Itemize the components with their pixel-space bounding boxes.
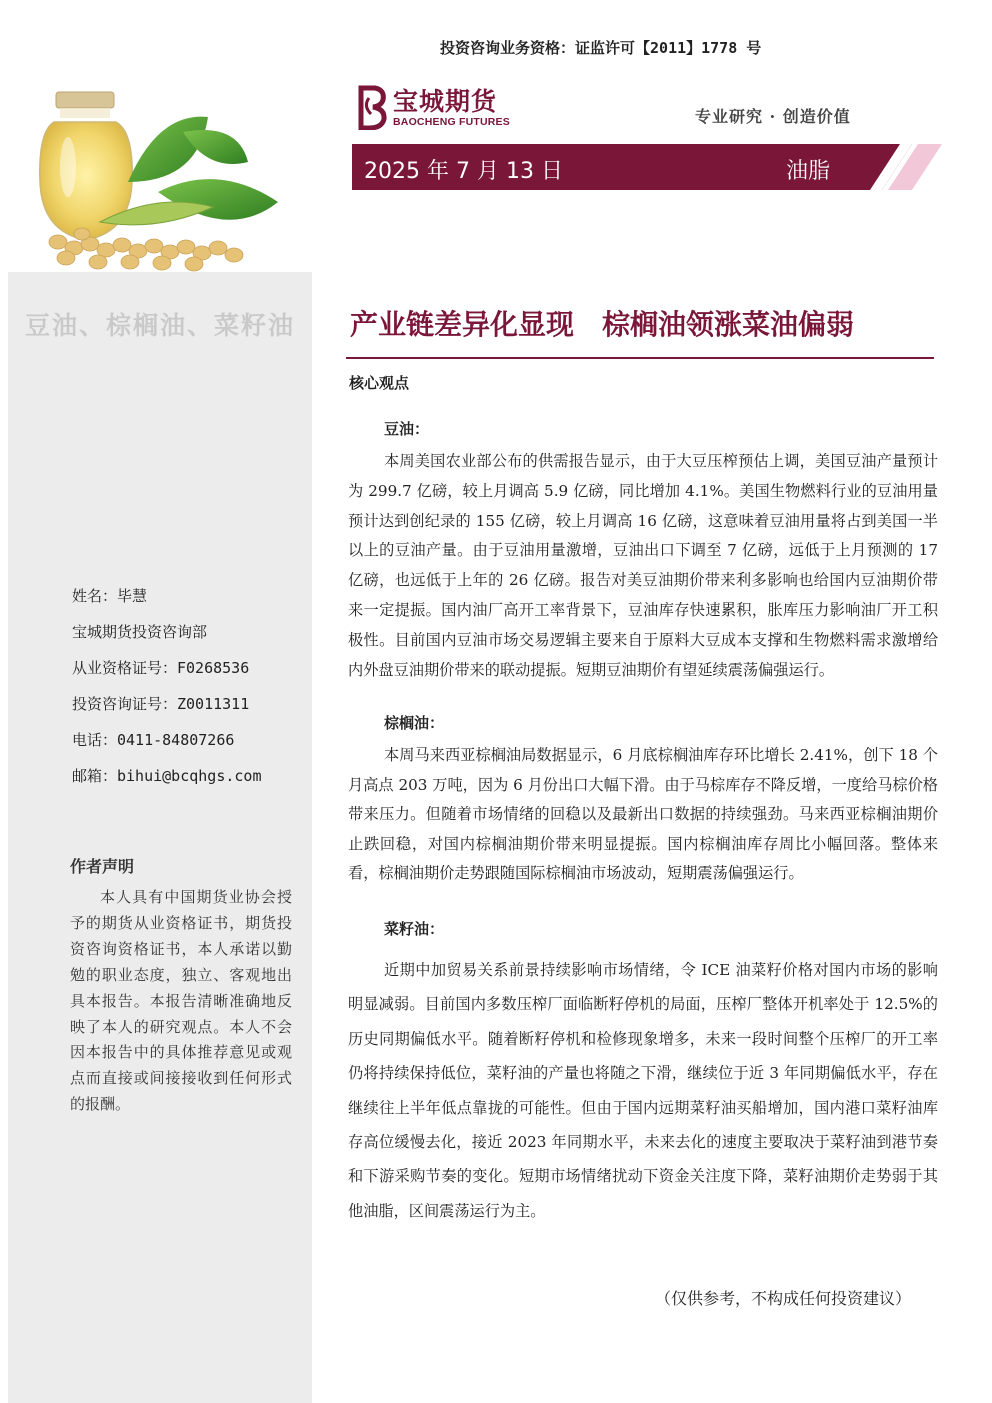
author-email: 邮箱：bihui@bcqhgs.com [72,767,262,785]
sidebar-product-heading: 豆油、棕榈油、菜籽油 [24,311,295,340]
author-info [72,585,302,801]
report-category: 油脂 [786,159,831,184]
author-department: 宝城期货投资咨询部 [72,623,208,641]
company-logo [355,84,525,130]
author-statement [70,854,292,1118]
section-heading: 豆油： [384,420,430,438]
author-phone: 电话：0411-84807266 [72,731,235,749]
statement-title: 作者声明 [70,857,135,876]
section-palm-oil [348,712,938,889]
logo-name-cn: 宝城期货 [393,87,498,116]
section-heading: 棕榈油： [384,714,445,732]
report-title: 产业链差异化显现 棕榈油领涨菜油偏弱 [350,308,855,341]
disclaimer: （仅供参考，不构成任何投资建议） [655,1289,912,1308]
author-consult-cert: 投资咨询证号：Z0011311 [72,695,250,713]
section-body: 本周美国农业部公布的供需报告显示，由于大豆压榨预估上调，美国豆油产量预计为 299.7 亿磅，较上月调高 5.9 亿磅，同比增加 4.1%。美国生物燃料行业的豆油用量预计达到创纪录的 155 亿磅，较上月调高 16 亿磅，这意味着豆油用量将占到美国一半以上的豆油产量。由于豆油用量激增，豆油出口下调至 7 亿磅，远低于上月预测的 17 亿磅，也远低于上年的 26 亿磅。报告对美豆油期价带来利多影响也给国内豆油期价带来一定提振。国内油厂高开工率背景下，豆油库存快速累积，胀库压力影响油厂开工积极性。目前国内豆油市场交易逻辑主要来自于原料大豆成本支撑和生物燃料需求激增给内外盘豆油期价带来的联动提振。短期豆油期价有望延续震荡偏强运行。 [348,452,938,679]
logo-mark-icon [355,84,389,130]
slogan: 专业研究 · 创造价值 [695,107,851,126]
section-body: 本周马来西亚棕榈油局数据显示，6 月底棕榈油库存环比增长 2.41%，创下 18 个月高点 203 万吨，因为 6 月份出口大幅下滑。由于马棕库存不降反增，一度给马棕价格带来压力。但随着市场情绪的回稳以及最新出口数据的持续强劲。马来西亚棕榈油期价止跌回稳，对国内棕榈油期价带来明显提振。国内棕榈油库存周比小幅回落。整体来看，棕榈油期价走势跟随国际棕榈油市场波动，短期震荡偏强运行。 [348,746,938,883]
section-body: 近期中加贸易关系前景持续影响市场情绪，令 ICE 油菜籽价格对国内市场的影响明显减弱。目前国内多数压榨厂面临断籽停机的局面，压榨厂整体开机率处于 12.5%的历史同期偏低水平。随着断籽停机和检修现象增多，未来一段时间整个压榨厂的开工率仍将持续保持低位，菜籽油的产量也将随之下滑，继续位于近 3 年同期偏低水平，存在继续往上半年低点靠拢的可能性。但由于国内远期菜籽油买船增加，国内港口菜籽油库存高位缓慢去化，接近 2023 年同期水平，未来去化的速度主要取决于菜籽油到港节奏和下游采购节奏的变化。短期市场情绪扰动下资金关注度下降，菜籽油期价走势弱于其他油脂，区间震荡运行为主。 [348,961,938,1220]
title-divider [346,357,934,359]
section-rapeseed-oil [348,918,938,1228]
oil-jar-soybean-illustration [8,72,312,272]
date-category-banner [352,144,942,190]
license-text: 投资咨询业务资格：证监许可【2011】1778 号 [440,39,762,57]
logo-name-en: BAOCHENG FUTURES [393,116,510,128]
section-heading: 菜籽油： [384,920,445,938]
author-name: 姓名：毕慧 [72,587,148,605]
section-soybean-oil [348,418,938,685]
hero-image [8,72,312,272]
report-date: 2025 年 7 月 13 日 [364,159,563,184]
author-qualification: 从业资格证号：F0268536 [72,659,250,677]
core-view-label: 核心观点 [349,374,410,392]
statement-body: 本人具有中国期货业协会授予的期货从业资格证书，期货投资咨询资格证书，本人承诺以勤勉的职业态度，独立、客观地出具本报告。本报告清晰准确地反映了本人的研究观点。本人不会因本报告中的具体推荐意见或观点而直接或间接接收到任何形式的报酬。 [70,888,292,1114]
